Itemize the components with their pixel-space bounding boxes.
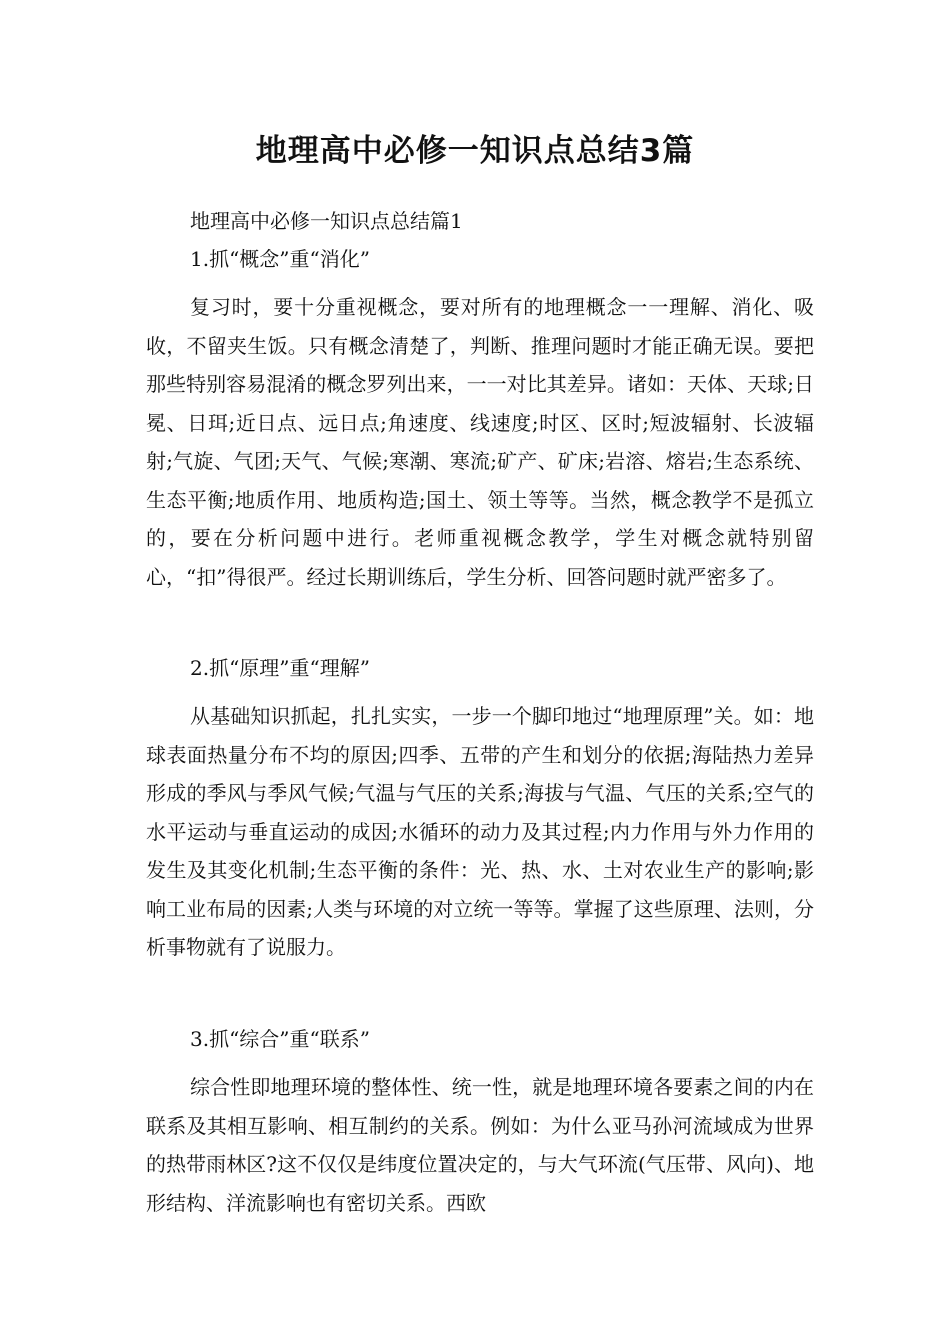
section-paragraph-1: 复习时，要十分重视概念，要对所有的地理概念一一理解、消化、吸收，不留夹生饭。只有概念清楚了，判断、推理问题时才能正确无误。要把那些特别容易混淆的概念罗列出来，一一对比其差异。诸如：天体、天球;日冕、日珥;近日点、远日点;角速度、线速度;时区、区时;短波辐射、长波辐射;气旋、气团;天气、气候;寒潮、寒流;矿产、矿床;岩溶、熔岩;生态系统、生态平衡;地质作用、地质构造;国土、领土等等。当然，概念教学不是孤立的，要在分析问题中进行。老师重视概念教学，学生对概念就特别留心，“扣”得很严。经过长期训练后，学生分析、回答问题时就严密多了。 (146, 295, 814, 589)
document-subtitle: 地理高中必修一知识点总结篇1 (190, 209, 463, 233)
document-title: 地理高中必修一知识点总结3篇 (255, 133, 695, 169)
section-heading-3: 3.抓“综合”重“联系” (190, 1027, 370, 1051)
section-heading-1: 1.抓“概念”重“消化” (190, 247, 370, 271)
section-paragraph-2: 从基础知识抓起，扎扎实实，一步一个脚印地过“地理原理”关。如：地球表面热量分布不均的原因;四季、五带的产生和划分的依据;海陆热力差异形成的季风与季风气候;气温与气压的关系;海拔与气温、气压的关系;空气的水平运动与垂直运动的成因;水循环的动力及其过程;内力作用与外力作用的发生及其变化机制;生态平衡的条件：光、热、水、土对农业生产的影响;影响工业布局的因素;人类与环境的对立统一等等。掌握了这些原理、法则，分析事物就有了说服力。 (146, 704, 814, 959)
section-heading-2: 2.抓“原理”重“理解” (190, 656, 370, 680)
section-paragraph-3: 综合性即地理环境的整体性、统一性，就是地理环境各要素之间的内在联系及其相互影响、相互制约的关系。例如：为什么亚马孙河流域成为世界的热带雨林区?这不仅仅是纬度位置决定的，与大气环流(气压带、风向)、地形结构、洋流影响也有密切关系。西欧 (146, 1075, 814, 1215)
